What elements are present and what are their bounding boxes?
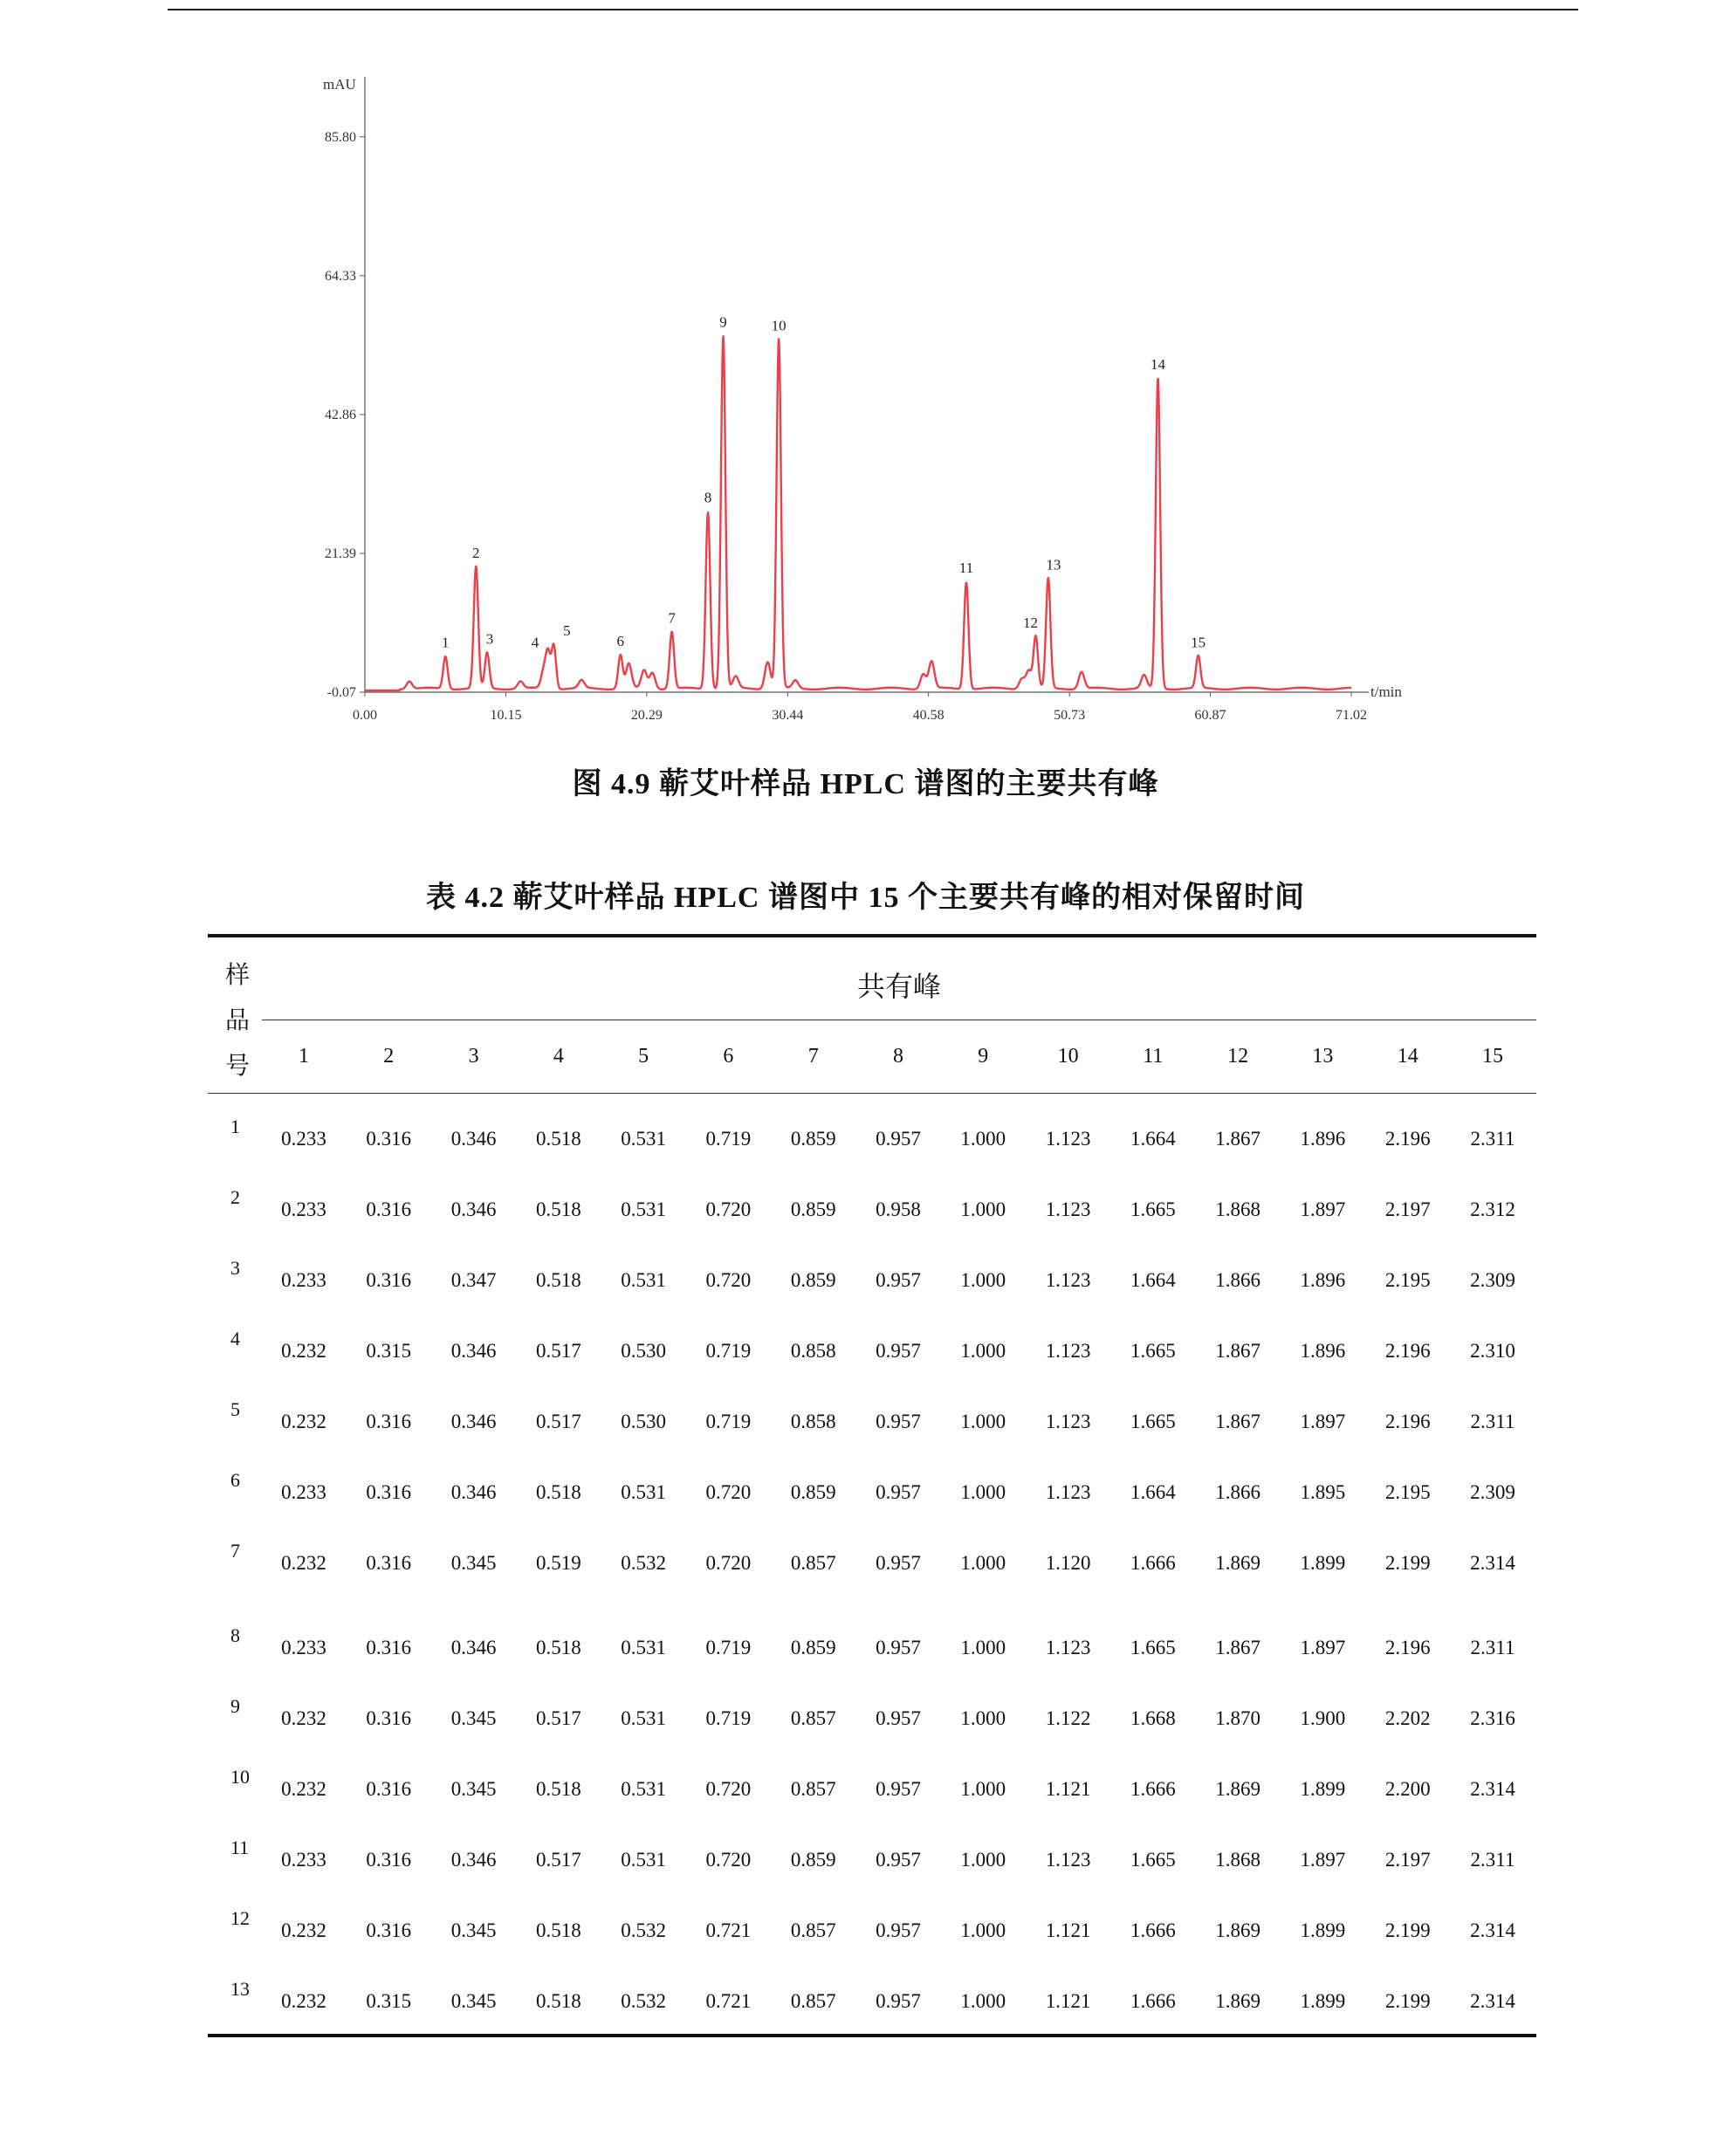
table-cell: 0.517 [535, 1340, 581, 1362]
table-cell: 0.719 [705, 1411, 752, 1432]
table-cell: 1.121 [1045, 1778, 1091, 1800]
x-tick-label: 30.44 [772, 708, 804, 723]
table-cell: 0.531 [621, 1707, 667, 1729]
table-cell: 1.867 [1215, 1637, 1261, 1658]
table-cell: 2.314 [1470, 1778, 1515, 1800]
table-cell: 0.957 [876, 1340, 921, 1362]
peak-label: 5 [563, 622, 571, 640]
table-group-header: 共有峰 [856, 971, 941, 1002]
peak-label: 14 [1151, 355, 1166, 373]
table-cell: 0.719 [705, 1707, 752, 1729]
x-tick-label: 20.29 [630, 708, 663, 723]
table-cell: 0.233 [281, 1269, 326, 1291]
table-cell: 0.958 [876, 1198, 921, 1220]
table-cell: 0.232 [281, 1411, 326, 1432]
table-cell: 0.345 [450, 1990, 497, 2012]
table-cell: 0.859 [790, 1849, 836, 1871]
x-tick-label: 10.15 [490, 708, 522, 723]
table-cell: 1.000 [960, 1411, 1006, 1432]
table-cell: 0.720 [705, 1198, 752, 1220]
peak-label: 6 [616, 632, 625, 649]
table-cell: 1.867 [1215, 1340, 1261, 1362]
table-cell: 1.666 [1130, 1552, 1176, 1574]
table-cell: 1.000 [960, 1778, 1006, 1800]
table-cell: 1.000 [960, 1340, 1006, 1362]
table-cell: 0.531 [621, 1128, 667, 1150]
table-cell: 1.665 [1130, 1637, 1176, 1658]
table-cell: 1.000 [960, 1707, 1006, 1729]
row-sample-label: 4 [230, 1328, 240, 1349]
table-cell: 1.000 [960, 1128, 1006, 1150]
table-cell: 0.316 [366, 1269, 412, 1291]
table-cell: 1.123 [1045, 1411, 1091, 1432]
table-cell: 0.532 [621, 1552, 667, 1574]
table-cell: 0.232 [281, 1552, 326, 1574]
peak-label: 11 [958, 560, 974, 577]
y-tick-label: -0.07 [326, 685, 356, 700]
table-cell: 0.233 [281, 1198, 326, 1220]
table-cell: 0.531 [621, 1269, 667, 1291]
column-header: 6 [723, 1045, 734, 1068]
table-cell: 0.347 [450, 1269, 497, 1291]
table-cell: 0.316 [366, 1481, 412, 1503]
table-cell: 0.517 [535, 1849, 581, 1871]
table-cell: 0.316 [366, 1552, 412, 1574]
table-cell: 1.867 [1215, 1128, 1261, 1150]
table-cell: 0.345 [450, 1919, 497, 1941]
table-cell: 1.123 [1045, 1481, 1091, 1503]
table-cell: 0.233 [281, 1128, 326, 1150]
table-cell: 2.310 [1470, 1340, 1515, 1362]
stub-header-char: 号 [225, 1053, 251, 1080]
table-cell: 0.719 [705, 1340, 752, 1362]
row-sample-label: 5 [230, 1398, 240, 1420]
table-cell: 1.665 [1130, 1198, 1176, 1220]
table-cell: 0.721 [705, 1990, 752, 2012]
peak-label: 15 [1191, 634, 1206, 651]
figure-caption: 图 4.9 蕲艾叶样品 HPLC 谱图的主要共有峰 [572, 768, 1159, 800]
table-cell: 0.346 [450, 1849, 497, 1871]
table-cell: 0.346 [450, 1128, 497, 1150]
table-cell: 0.957 [876, 1707, 921, 1729]
column-header: 8 [893, 1045, 903, 1068]
table-cell: 1.000 [960, 1990, 1006, 2012]
y-tick-label: 85.80 [325, 129, 356, 145]
table-cell: 0.232 [281, 1340, 326, 1362]
table-cell: 1.123 [1045, 1269, 1091, 1291]
table-cell: 2.316 [1470, 1707, 1515, 1729]
table-caption: 表 4.2 蕲艾叶样品 HPLC 谱图中 15 个主要共有峰的相对保留时间 [426, 882, 1305, 914]
peak-label-group [442, 314, 1206, 651]
column-header: 12 [1227, 1045, 1249, 1068]
column-header: 4 [553, 1045, 564, 1068]
x-tick-label: 71.02 [1336, 708, 1367, 723]
table-cell: 0.232 [281, 1778, 326, 1800]
table-cell: 2.309 [1470, 1481, 1515, 1503]
table-cell: 0.346 [450, 1411, 497, 1432]
table-cell: 1.664 [1130, 1128, 1176, 1150]
table-cell: 0.232 [281, 1990, 326, 2012]
table-cell: 1.899 [1300, 1778, 1346, 1800]
table-cell: 0.315 [366, 1340, 412, 1362]
table-cell: 0.345 [450, 1552, 497, 1574]
table-cell: 2.196 [1384, 1411, 1431, 1432]
table-cell: 0.857 [790, 1990, 836, 2012]
table-cell: 1.122 [1045, 1707, 1091, 1729]
table-cell: 0.532 [621, 1990, 667, 2012]
table-cell: 0.957 [876, 1990, 921, 2012]
column-header: 10 [1057, 1045, 1079, 1068]
column-header: 3 [468, 1045, 479, 1068]
row-sample-label: 10 [230, 1766, 250, 1788]
table-cell: 1.866 [1215, 1269, 1261, 1291]
table-cell: 0.532 [621, 1919, 667, 1941]
table-cell: 0.518 [535, 1778, 581, 1800]
table-cell: 0.233 [281, 1849, 326, 1871]
table-cell: 2.199 [1384, 1990, 1431, 2012]
table-cell: 1.899 [1300, 1552, 1346, 1574]
table-cell: 0.859 [790, 1481, 836, 1503]
table-cell: 0.518 [535, 1637, 581, 1658]
table-cell: 2.311 [1470, 1411, 1515, 1432]
table-cell: 1.867 [1215, 1411, 1261, 1432]
table-cell: 0.858 [790, 1340, 836, 1362]
column-header: 5 [638, 1045, 649, 1068]
row-sample-label: 6 [230, 1469, 240, 1491]
table-cell: 0.232 [281, 1707, 326, 1729]
table-cell: 0.316 [366, 1849, 412, 1871]
chart-axes [323, 76, 1402, 723]
y-tick-label: 64.33 [325, 268, 356, 284]
table-cell: 1.000 [960, 1269, 1006, 1291]
table-cell: 0.518 [535, 1269, 581, 1291]
hplc-chromatogram [0, 0, 1731, 742]
table-cell: 0.719 [705, 1128, 752, 1150]
table-cell: 1.120 [1045, 1552, 1091, 1574]
stub-header-char: 品 [225, 1007, 251, 1034]
table-cell: 1.000 [960, 1552, 1006, 1574]
table-cell: 0.859 [790, 1198, 836, 1220]
column-header: 1 [299, 1045, 309, 1068]
table-cell: 1.121 [1045, 1990, 1091, 2012]
table-cell: 0.233 [281, 1637, 326, 1658]
table-cell: 0.720 [705, 1481, 752, 1503]
x-tick-label: 0.00 [353, 708, 377, 723]
table-cell: 2.197 [1384, 1849, 1431, 1871]
row-sample-label: 3 [230, 1257, 240, 1279]
table-cell: 0.232 [281, 1919, 326, 1941]
table-cell: 1.000 [960, 1849, 1006, 1871]
table-stub-header [225, 953, 255, 1089]
table-cell: 0.346 [450, 1340, 497, 1362]
table-cell: 0.530 [621, 1411, 667, 1432]
table-cell: 1.897 [1300, 1411, 1346, 1432]
table-cell: 0.859 [790, 1269, 836, 1291]
table-cell: 1.897 [1300, 1637, 1346, 1658]
table-cell: 1.123 [1045, 1128, 1091, 1150]
table-cell: 1.000 [960, 1481, 1006, 1503]
table-cell: 0.857 [790, 1778, 836, 1800]
y-tick-label: 21.39 [325, 546, 356, 561]
table-cell: 0.857 [790, 1919, 836, 1941]
table-cell: 0.316 [366, 1707, 412, 1729]
table-cell: 2.314 [1470, 1552, 1515, 1574]
table-cell: 0.531 [621, 1481, 667, 1503]
table-cell: 0.233 [281, 1481, 326, 1503]
y-axis-unit: mAU [323, 76, 356, 93]
peak-label: 10 [771, 317, 787, 334]
table-cell: 0.858 [790, 1411, 836, 1432]
peak-label: 1 [442, 634, 450, 651]
table-cell: 0.315 [366, 1990, 412, 2012]
table-cell: 0.957 [876, 1637, 921, 1658]
table-cell: 1.869 [1215, 1990, 1261, 2012]
table-cell: 0.957 [876, 1481, 921, 1503]
peak-label: 8 [704, 489, 712, 506]
column-header: 7 [807, 1045, 819, 1068]
column-header: 9 [978, 1045, 989, 1068]
table-cell: 0.345 [450, 1778, 497, 1800]
column-header: 14 [1397, 1045, 1418, 1068]
table-cell: 0.316 [366, 1411, 412, 1432]
table-cell: 1.896 [1300, 1128, 1346, 1150]
table-cell: 1.897 [1300, 1849, 1346, 1871]
table-cell: 0.531 [621, 1778, 667, 1800]
table-cell: 1.866 [1215, 1481, 1261, 1503]
table-cell: 0.316 [366, 1778, 412, 1800]
table-cell: 1.895 [1300, 1481, 1346, 1503]
table-cell: 1.896 [1300, 1340, 1346, 1362]
table-cell: 0.720 [705, 1269, 752, 1291]
table-cell: 0.517 [535, 1411, 581, 1432]
table-cell: 0.518 [535, 1128, 581, 1150]
x-tick-label: 50.73 [1054, 708, 1086, 723]
table-cell: 1.666 [1130, 1990, 1176, 2012]
table-cell: 1.869 [1215, 1552, 1261, 1574]
table-cell: 2.199 [1384, 1919, 1431, 1941]
table-cell: 2.314 [1470, 1990, 1515, 2012]
table-cell: 0.531 [621, 1637, 667, 1658]
table-cell: 1.665 [1130, 1340, 1176, 1362]
table-cell: 0.957 [876, 1411, 921, 1432]
table-cell: 1.666 [1130, 1778, 1176, 1800]
column-header: 15 [1482, 1045, 1503, 1068]
table-cell: 2.311 [1470, 1128, 1515, 1150]
row-sample-label: 7 [230, 1540, 240, 1562]
table-cell: 1.121 [1045, 1919, 1091, 1941]
table-cell: 1.868 [1215, 1849, 1261, 1871]
table-cell: 0.957 [876, 1849, 921, 1871]
column-header: 2 [383, 1045, 395, 1068]
table-cell: 0.316 [366, 1637, 412, 1658]
table-cell: 0.518 [535, 1919, 581, 1941]
table-cell: 0.857 [790, 1552, 836, 1574]
table-cell: 2.195 [1384, 1481, 1431, 1503]
table-cell: 0.345 [450, 1707, 497, 1729]
x-axis-unit: t/min [1370, 683, 1402, 700]
table-cell: 1.000 [960, 1919, 1006, 1941]
row-sample-label: 11 [230, 1837, 250, 1858]
table-cell: 1.870 [1215, 1707, 1261, 1729]
table-cell: 0.720 [705, 1849, 752, 1871]
table-cell: 0.957 [876, 1919, 921, 1941]
table-cell: 0.517 [535, 1707, 581, 1729]
table-cell: 2.196 [1384, 1637, 1431, 1658]
peak-label: 2 [472, 545, 480, 562]
table-cell: 2.202 [1384, 1707, 1431, 1729]
table-cell: 1.869 [1215, 1919, 1261, 1941]
table-cell: 2.314 [1470, 1919, 1515, 1941]
peak-label: 7 [668, 609, 676, 627]
table-bottom-rule [208, 2034, 1536, 2037]
table-cell: 1.123 [1045, 1198, 1091, 1220]
stub-header-char: 样 [225, 962, 251, 989]
table-cell: 0.518 [535, 1990, 581, 2012]
peak-label: 3 [485, 630, 494, 648]
table-cell: 1.666 [1130, 1919, 1176, 1941]
table-cell: 1.896 [1300, 1269, 1346, 1291]
row-sample-label: 2 [230, 1186, 240, 1208]
table-cell: 0.316 [366, 1919, 412, 1941]
table-cell: 1.665 [1130, 1849, 1176, 1871]
table-cell: 1.899 [1300, 1919, 1346, 1941]
table-cell: 0.530 [621, 1340, 667, 1362]
table-cell: 1.897 [1300, 1198, 1346, 1220]
table-cell: 2.196 [1384, 1340, 1431, 1362]
table-cell: 0.518 [535, 1198, 581, 1220]
table-cell: 0.316 [366, 1128, 412, 1150]
table-cell: 0.720 [705, 1778, 752, 1800]
table-cell: 1.664 [1130, 1481, 1176, 1503]
table-cell: 1.665 [1130, 1411, 1176, 1432]
table-cell: 0.346 [450, 1198, 497, 1220]
table-cell: 1.000 [960, 1198, 1006, 1220]
table-cell: 0.859 [790, 1637, 836, 1658]
peak-label: 12 [1023, 615, 1039, 632]
table-cell: 1.899 [1300, 1990, 1346, 2012]
table-cell: 0.519 [535, 1552, 581, 1574]
table-header-rule [208, 1093, 1536, 1094]
table-cell: 2.199 [1384, 1552, 1431, 1574]
table-cell: 2.311 [1470, 1637, 1515, 1658]
table-cell: 1.000 [960, 1637, 1006, 1658]
row-sample-label: 12 [230, 1907, 250, 1929]
x-tick-label: 60.87 [1194, 708, 1226, 723]
row-sample-label: 8 [230, 1624, 240, 1646]
table-cell: 0.721 [705, 1919, 752, 1941]
table-cell: 0.957 [876, 1778, 921, 1800]
column-header: 11 [1143, 1045, 1164, 1068]
table-top-rule [208, 934, 1536, 937]
y-tick-label: 42.86 [325, 407, 356, 422]
table-cell: 0.531 [621, 1198, 667, 1220]
peak-label: 4 [531, 634, 539, 651]
table-cell: 1.123 [1045, 1637, 1091, 1658]
table-cell: 2.200 [1384, 1778, 1431, 1800]
table-cell: 1.868 [1215, 1198, 1261, 1220]
table-cell: 2.196 [1384, 1128, 1431, 1150]
table-cell: 0.957 [876, 1269, 921, 1291]
table-cell: 1.123 [1045, 1849, 1091, 1871]
table-cell: 2.311 [1470, 1849, 1515, 1871]
table-cell: 0.316 [366, 1198, 412, 1220]
row-sample-label: 9 [230, 1695, 240, 1717]
table-cell: 0.518 [535, 1481, 581, 1503]
table-cell: 1.123 [1045, 1340, 1091, 1362]
row-sample-label: 1 [230, 1116, 240, 1137]
x-tick-label: 40.58 [912, 708, 944, 723]
table-cell: 0.346 [450, 1637, 497, 1658]
table-cell: 2.197 [1384, 1198, 1431, 1220]
table-cell: 0.859 [790, 1128, 836, 1150]
table-cell: 2.309 [1470, 1269, 1515, 1291]
peak-label: 9 [719, 313, 727, 331]
column-header: 13 [1312, 1045, 1334, 1068]
row-sample-label: 13 [230, 1978, 250, 2000]
table-cell: 0.857 [790, 1707, 836, 1729]
table-cell: 1.668 [1130, 1707, 1176, 1729]
table-cell: 0.957 [876, 1552, 921, 1574]
table-cell: 0.531 [621, 1849, 667, 1871]
peak-label: 13 [1046, 556, 1061, 573]
table-cell: 1.869 [1215, 1778, 1261, 1800]
table-cell: 1.900 [1300, 1707, 1346, 1729]
table-cell: 0.719 [705, 1637, 752, 1658]
table-cell: 2.195 [1384, 1269, 1431, 1291]
table-cell: 0.720 [705, 1552, 752, 1574]
table-cell: 2.312 [1470, 1198, 1515, 1220]
table-cell: 0.957 [876, 1128, 921, 1150]
table-cell: 0.346 [450, 1481, 497, 1503]
table-cell: 1.664 [1130, 1269, 1176, 1291]
